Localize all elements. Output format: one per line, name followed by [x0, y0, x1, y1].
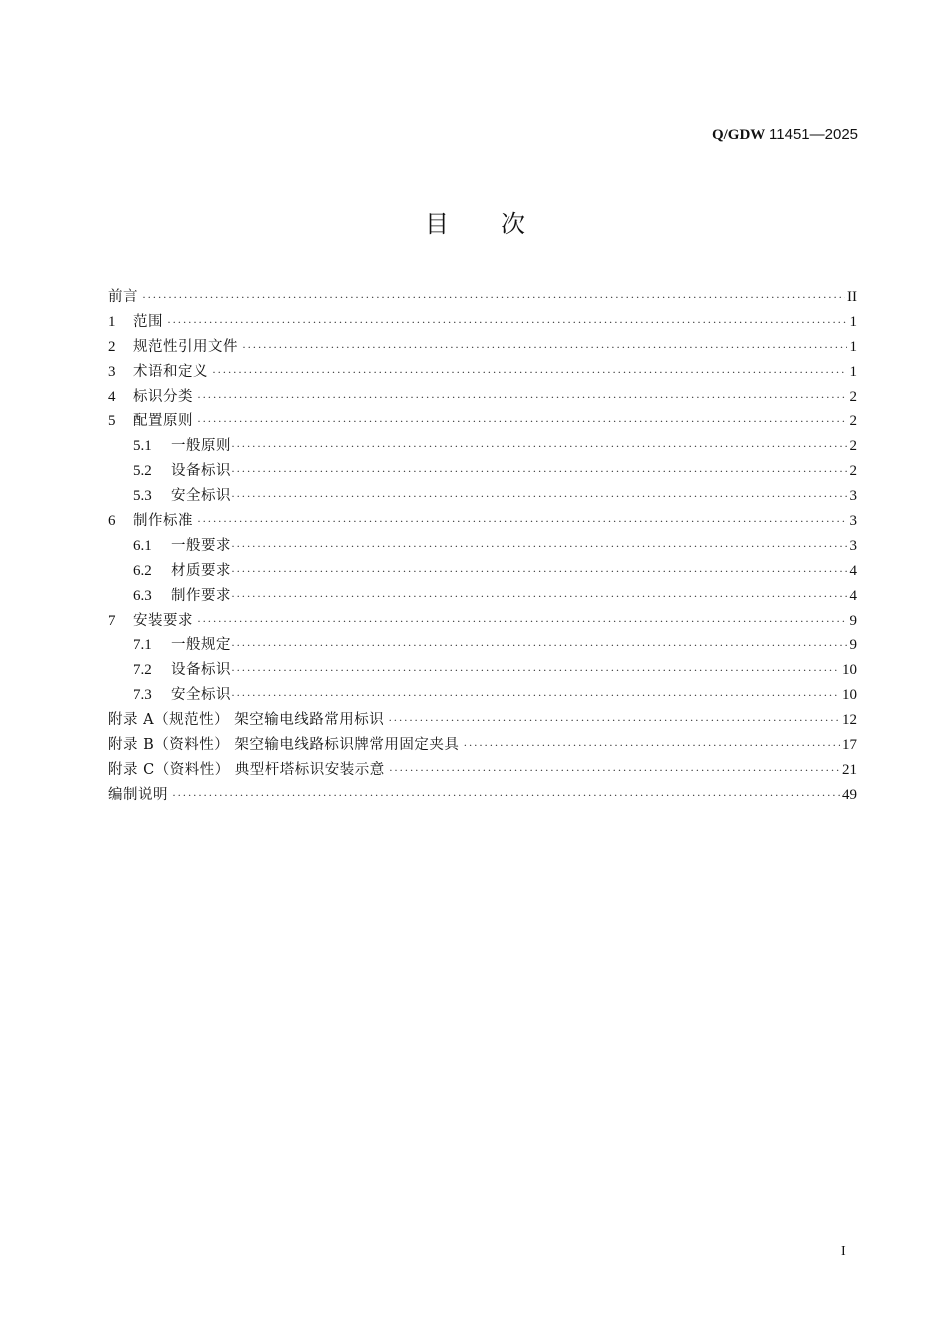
toc-entry-number: 5.3 [133, 488, 152, 505]
toc-entry-page: 21 [842, 761, 857, 778]
dot-leader [167, 310, 847, 335]
toc-entry-5-3[interactable] [108, 484, 857, 509]
toc-entry-appendix-b[interactable] [108, 733, 857, 758]
toc-entry-5-2[interactable] [108, 459, 857, 484]
toc-entry-label: 标识分类 [133, 388, 193, 405]
dot-leader [231, 633, 847, 658]
toc-entry-page: 2 [849, 413, 857, 430]
toc-entry-number: 7.3 [133, 687, 152, 704]
toc-entry-label: 安全标识 [171, 687, 231, 704]
toc-entry-label: 前言 [108, 289, 138, 305]
toc-entry-label: 配置原则 [133, 413, 193, 430]
toc-entry-number: 3 [108, 363, 116, 380]
dot-leader [231, 459, 847, 484]
toc-entry-appendix-c[interactable] [108, 758, 857, 783]
standard-code [712, 126, 858, 144]
toc-entry-number: 7.1 [133, 637, 152, 654]
toc-entry-page: 12 [842, 712, 857, 729]
toc-entry-7[interactable] [108, 609, 857, 634]
toc-entry-6-2[interactable] [108, 559, 857, 584]
standard-number: 11451—2025 [769, 126, 858, 143]
toc-entry-label: 一般要求 [171, 537, 231, 554]
toc-entry-number: 5 [108, 413, 116, 430]
standard-prefix: Q/GDW [711, 127, 766, 143]
toc-entry-label: 设备标识 [171, 463, 231, 480]
toc-entry-compilation-notes[interactable] [108, 783, 857, 808]
toc-entry-page: 2 [849, 438, 857, 455]
toc-entry-page: 2 [849, 388, 857, 405]
toc-title [0, 204, 950, 239]
toc-entry-6[interactable] [108, 509, 857, 534]
toc-entry-number: 6.1 [133, 537, 152, 554]
toc-title-part2: 次 [501, 210, 525, 238]
toc-entry-page: 17 [842, 737, 857, 754]
toc-entry-3[interactable] [108, 360, 857, 385]
dot-leader [212, 360, 847, 385]
dot-leader [197, 509, 847, 534]
dot-leader [231, 484, 847, 509]
toc-entry-label: 附录 C（资料性） 典型杆塔标识安装示意 [108, 761, 385, 778]
toc-entry-number: 6.2 [133, 562, 152, 579]
dot-leader [197, 409, 847, 434]
toc-entry-6-3[interactable] [108, 584, 857, 609]
toc-entry-label: 材质要求 [171, 562, 231, 579]
toc-entry-number: 2 [108, 338, 116, 355]
toc-entry-page: 1 [849, 313, 857, 330]
toc-entry-page: 4 [849, 587, 857, 604]
toc-entry-label: 术语和定义 [133, 363, 208, 380]
dot-leader [197, 385, 847, 410]
toc-entry-label: 制作标准 [133, 513, 193, 530]
toc-entry-number: 1 [108, 313, 116, 330]
dot-leader [142, 285, 845, 310]
dot-leader [172, 783, 840, 808]
toc-entry-label: 安装要求 [133, 612, 193, 629]
toc-entry-label: 一般原则 [171, 438, 231, 455]
toc-entry-label: 制作要求 [171, 587, 231, 604]
toc-entry-7-1[interactable] [108, 633, 857, 658]
toc-entry-label: 编制说明 [108, 786, 168, 803]
toc-entry-page: 9 [849, 612, 857, 629]
toc-entry-appendix-a[interactable] [108, 708, 857, 733]
dot-leader [242, 335, 847, 360]
toc-entry-1[interactable] [108, 310, 857, 335]
toc-entry-number: 4 [108, 388, 116, 405]
toc-entry-6-1[interactable] [108, 534, 857, 559]
toc-entry-2[interactable] [108, 335, 857, 360]
toc-entry-page: 2 [849, 463, 857, 480]
toc-entry-number: 6.3 [133, 587, 152, 604]
toc-entry-7-2[interactable] [108, 658, 857, 683]
toc-entry-label: 安全标识 [171, 488, 231, 505]
toc-entry-foreword[interactable] [108, 285, 857, 310]
toc-entry-page: 1 [849, 338, 857, 355]
page-number: I [841, 1244, 846, 1259]
toc-entry-label: 范围 [133, 313, 163, 330]
dot-leader [231, 434, 847, 459]
dot-leader [231, 559, 847, 584]
toc-entry-page: II [847, 289, 857, 305]
dot-leader [231, 584, 847, 609]
toc-entry-5-1[interactable] [108, 434, 857, 459]
toc-entry-number: 6 [108, 513, 116, 530]
toc-entry-page: 10 [842, 687, 857, 704]
toc-entry-page: 49 [842, 786, 857, 803]
toc-entry-label: 设备标识 [171, 662, 231, 679]
toc-entry-label: 附录 B（资料性） 架空输电线路标识牌常用固定夹具 [108, 737, 460, 754]
toc-entry-page: 3 [849, 513, 857, 530]
toc-entry-label: 规范性引用文件 [133, 338, 238, 355]
toc-entry-page: 3 [849, 488, 857, 505]
toc-entry-label: 附录 A（规范性） 架空输电线路常用标识 [108, 712, 385, 729]
dot-leader [389, 758, 840, 783]
toc-entry-number: 7 [108, 612, 116, 629]
toc-entry-page: 3 [849, 537, 857, 554]
toc-entry-page: 9 [849, 637, 857, 654]
toc-entry-page: 4 [849, 562, 857, 579]
toc-entry-number: 5.1 [133, 438, 152, 455]
toc-entry-number: 7.2 [133, 662, 152, 679]
toc-entry-label: 一般规定 [171, 637, 231, 654]
dot-leader [463, 733, 840, 758]
toc-title-part1: 目 [425, 210, 449, 238]
dot-leader [231, 534, 847, 559]
table-of-contents [108, 285, 857, 808]
toc-entry-number: 5.2 [133, 463, 152, 480]
dot-leader [231, 683, 840, 708]
toc-entry-7-3[interactable] [108, 683, 857, 708]
toc-entry-page: 1 [849, 363, 857, 380]
dot-leader [197, 609, 847, 634]
toc-entry-4[interactable] [108, 385, 857, 410]
toc-entry-page: 10 [842, 662, 857, 679]
dot-leader [388, 708, 840, 733]
toc-entry-5[interactable] [108, 409, 857, 434]
dot-leader [231, 658, 840, 683]
